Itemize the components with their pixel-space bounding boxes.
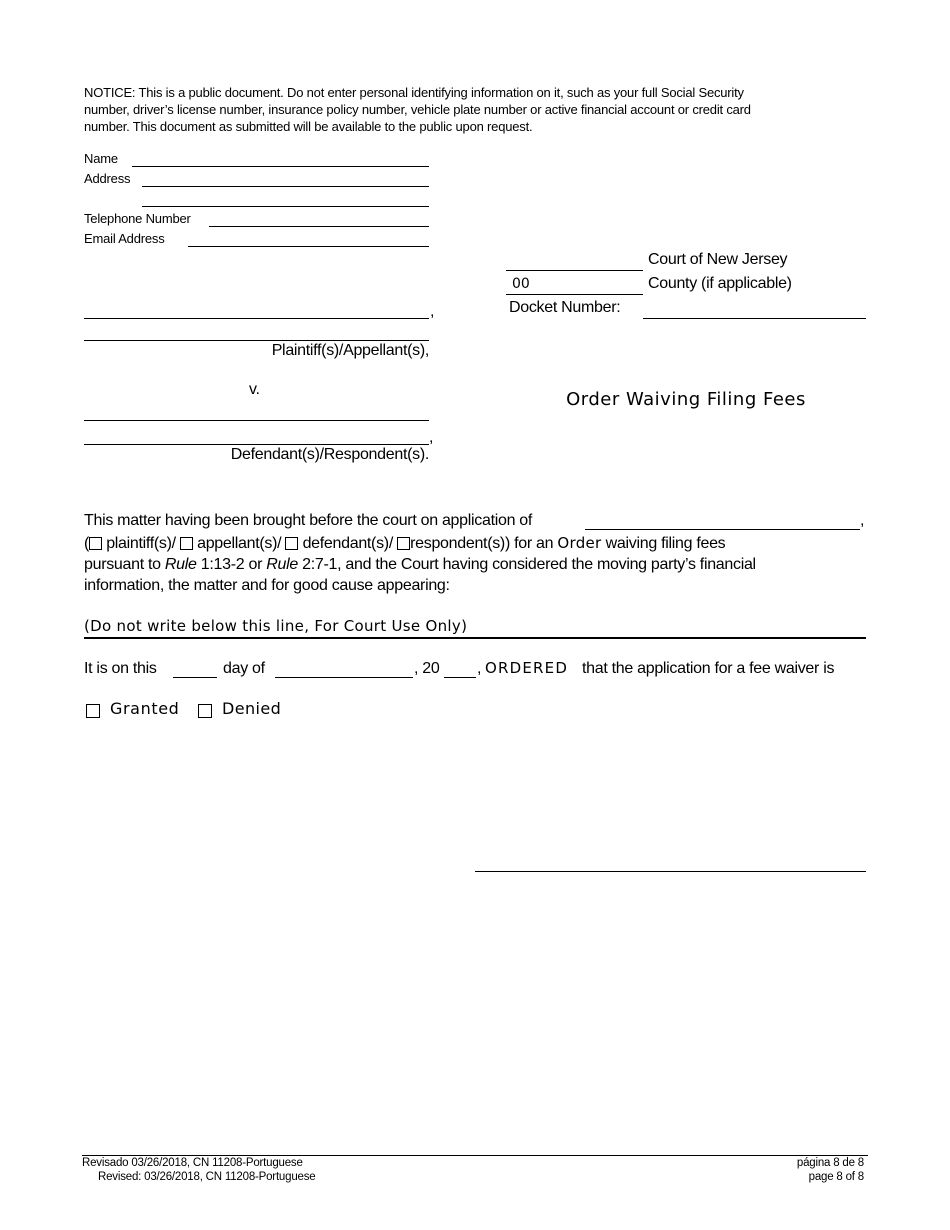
name-line xyxy=(132,166,429,167)
footer-page-en: page 8 of 8 xyxy=(808,1171,864,1183)
court-use-divider xyxy=(84,637,866,639)
respondent-option-label: respondent(s)) xyxy=(410,535,510,552)
defendant-line-1 xyxy=(84,420,429,421)
rule-1: Rule xyxy=(164,556,197,573)
plaintiff-checkbox[interactable] xyxy=(89,537,102,550)
court-name-line xyxy=(506,270,643,271)
defendant-checkbox[interactable] xyxy=(285,537,298,550)
day-field[interactable] xyxy=(175,660,219,676)
applicant-comma: , xyxy=(860,512,865,529)
defendant-label: Defendant(s)/Respondent(s). xyxy=(230,446,429,463)
plaintiff-option-label: plaintiff(s)/ xyxy=(106,535,176,552)
address-field-1[interactable] xyxy=(144,170,431,186)
paragraph-line-2 xyxy=(84,533,725,554)
granted-label: Granted xyxy=(110,699,180,718)
judge-signature-field[interactable] xyxy=(477,852,868,870)
year-prefix: , 20 xyxy=(414,660,440,677)
open-paren: ( xyxy=(84,535,90,552)
waiving-text: waiving filing fees xyxy=(601,535,726,552)
day-line xyxy=(173,677,217,678)
county-line xyxy=(506,294,643,295)
day-of: day of xyxy=(223,660,265,677)
paragraph-line-3 xyxy=(84,555,756,575)
defendant-field-2[interactable] xyxy=(86,427,431,443)
rule-1-number: 1:13-2 or xyxy=(196,556,267,573)
plaintiff-label: Plaintiff(s)/Appellant(s), xyxy=(271,342,429,359)
year-field[interactable] xyxy=(446,660,478,676)
versus: v. xyxy=(249,381,260,398)
for-an-text: for an xyxy=(509,535,558,552)
denied-checkbox[interactable] xyxy=(198,704,212,718)
appellant-option-label: appellant(s)/ xyxy=(197,535,282,552)
email-line xyxy=(188,246,429,247)
docket-line xyxy=(643,318,866,319)
plaintiff-comma: , xyxy=(430,303,435,320)
court-name-field[interactable] xyxy=(508,253,645,269)
telephone-label: Telephone Number xyxy=(84,211,191,226)
rule-2-text: 2:7-1, and the Court having considered the moving party’s financial xyxy=(297,556,756,573)
email-field[interactable] xyxy=(190,230,431,246)
plaintiff-line-1 xyxy=(84,318,429,319)
footer-revision-en: Revised: 03/26/2018, CN 11208-Portuguese xyxy=(98,1171,316,1183)
denied-label: Denied xyxy=(222,699,282,718)
rule-2: Rule xyxy=(266,556,298,573)
notice-line-1: NOTICE: This is a public document. Do not enter personal identifying information on it, such as your full Social Security xyxy=(84,85,744,100)
court-suffix: Court of New Jersey xyxy=(648,251,788,268)
plaintiff-field-2[interactable] xyxy=(86,323,431,339)
name-field[interactable] xyxy=(134,150,431,166)
notice-line-2: number, driver’s license number, insurance policy number, vehicle plate number or active financial account or credit card xyxy=(84,102,751,117)
footer-page-pt: página 8 de 8 xyxy=(796,1157,864,1169)
it-is-on-this: It is on this xyxy=(84,660,157,677)
respondent-checkbox[interactable] xyxy=(397,537,410,550)
plaintiff-field-1[interactable] xyxy=(86,301,431,317)
address-line-2 xyxy=(142,206,429,207)
appellant-checkbox[interactable] xyxy=(180,537,193,550)
ordered-rest: that the application for a fee waiver is xyxy=(582,660,835,677)
docket-number-field[interactable] xyxy=(645,301,868,317)
year-line xyxy=(444,677,476,678)
court-use-notice: (Do not write below this line, For Court Use Only) xyxy=(84,617,468,635)
paragraph-line-1-text: This matter having been brought before the court on application of xyxy=(84,512,533,529)
applicant-line xyxy=(585,529,860,530)
form-title: Order Waiving Filing Fees xyxy=(566,389,806,410)
paragraph-line-4: information, the matter and for good cause appearing: xyxy=(84,577,450,594)
defendant-comma: , xyxy=(429,429,434,446)
docket-label: Docket Number: xyxy=(509,299,621,316)
public-notice xyxy=(84,84,874,135)
order-word: Order xyxy=(557,534,602,552)
month-field[interactable] xyxy=(277,660,415,676)
applicant-field[interactable] xyxy=(587,512,862,528)
judge-signature-line xyxy=(475,871,866,872)
pursuant-text: pursuant to xyxy=(84,556,165,573)
address-line-1 xyxy=(142,186,429,187)
year-comma: , xyxy=(477,660,482,677)
address-label: Address xyxy=(84,171,131,186)
name-label: Name xyxy=(84,151,118,166)
address-field-2[interactable] xyxy=(144,190,431,206)
notice-line-3: number. This document as submitted will be available to the public upon request. xyxy=(84,119,533,134)
defendant-field-1[interactable] xyxy=(86,403,431,419)
footer-revision-pt: Revisado 03/26/2018, CN 11208-Portuguese xyxy=(82,1157,303,1169)
ordered-word: ORDERED xyxy=(485,659,569,677)
county-value[interactable]: 00 xyxy=(512,276,530,292)
county-suffix: County (if applicable) xyxy=(648,275,792,292)
granted-checkbox[interactable] xyxy=(86,704,100,718)
month-line xyxy=(275,677,413,678)
email-label: Email Address xyxy=(84,231,165,246)
telephone-field[interactable] xyxy=(211,210,431,226)
defendant-option-label: defendant(s)/ xyxy=(302,535,393,552)
telephone-line xyxy=(209,226,429,227)
